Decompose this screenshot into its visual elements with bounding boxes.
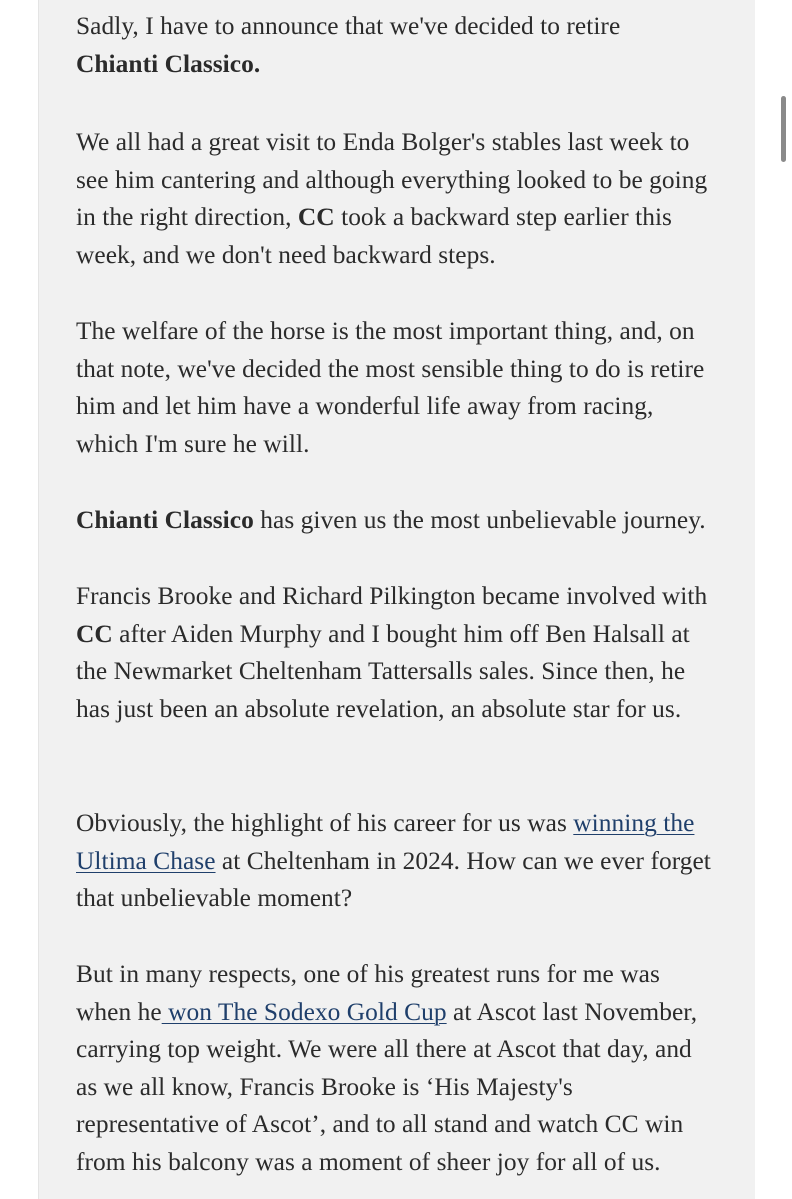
p3-text: The welfare of the horse is the most important thing, and, on that note, we've decided the most sensible thing to do is retire him and let him have a wonderful life away from racing, which I'm sure he will.	[76, 317, 705, 458]
horse-name-bold: Chianti Classico	[76, 506, 254, 534]
horse-name-bold: Chianti Classico.	[76, 49, 261, 78]
sodexo-gold-cup-link[interactable]: won The Sodexo Gold Cup	[161, 997, 447, 1026]
p7-text-a: But in many respects, one of his greatest runs for me was when he	[76, 960, 660, 1026]
p7-text-b: at Ascot last November, carrying top weight. We were all there at Ascot that day, and as we all know, Francis Brooke is ‘His Majesty's representative of Ascot’, and to all stand and watch CC win from his balcony was a moment of sheer joy for all of us.	[76, 997, 698, 1176]
paragraph-highlight	[76, 805, 716, 918]
ultima-chase-link[interactable]: winning the Ultima Chase	[76, 809, 695, 875]
p1-text: Sadly, I have to announce that we've decided to retire	[76, 12, 621, 40]
paragraph-owners	[76, 578, 716, 728]
p6-text-b: at Cheltenham in 2024. How can we ever forget that unbelievable moment?	[76, 846, 711, 913]
p4-text: has given us the most unbelievable journey.	[253, 506, 706, 534]
p2-text-b: took a backward step earlier this week, and we don't need backward steps.	[76, 203, 672, 269]
p5-text-b: after Aiden Murphy and I bought him off Ben Halsall at the Newmarket Cheltenham Tattersalls sales. Since then, he has just been an absolute revelation, an absolute star for us.	[76, 619, 690, 723]
paragraph-stable-visit	[76, 124, 716, 274]
scrollbar-thumb[interactable]	[781, 96, 786, 162]
paragraph-gold-cup	[76, 956, 716, 1182]
paragraph-retirement-announcement	[76, 8, 676, 83]
paragraph-welfare	[76, 313, 716, 463]
paragraph-journey	[76, 502, 756, 540]
p5-text-a: Francis Brooke and Richard Pilkington became involved with	[76, 582, 708, 610]
cc-bold: CC	[76, 619, 113, 648]
cc-bold: CC	[297, 203, 335, 232]
p6-text-a: Obviously, the highlight of his career for us was	[76, 809, 574, 837]
p2-text-a: We all had a great visit to Enda Bolger's stables last week to see him cantering and although everything looked to be going in the right direction,	[76, 128, 708, 232]
